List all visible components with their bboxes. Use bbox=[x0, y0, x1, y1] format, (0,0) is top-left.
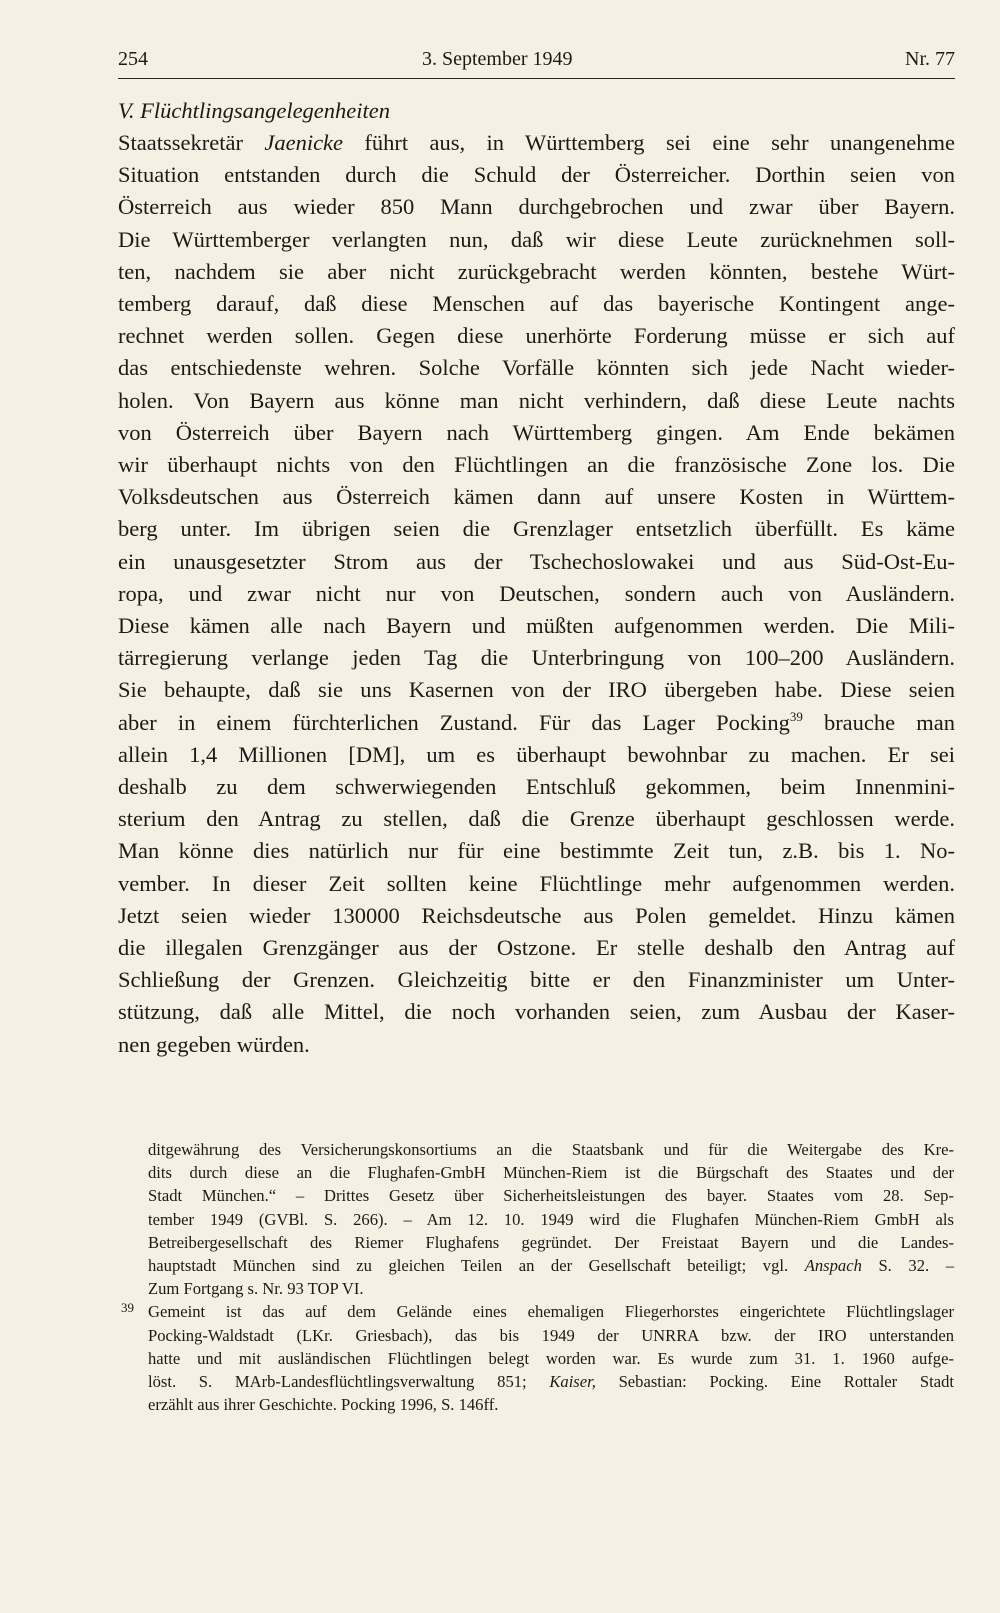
footnote-line: Zum Fortgang s. Nr. 93 TOP VI. bbox=[148, 1279, 364, 1299]
text-fragment: führt aus, in Württemberg sei eine sehr unangenehme bbox=[343, 130, 955, 155]
footnote-line: tember 1949 (GVBl. S. 266). – Am 12. 10. 1949 wird die Flughafen München-Riem GmbH als bbox=[148, 1209, 954, 1229]
text-fragment: löst. S. MArb-Landesflüchtlingsverwaltung 851; bbox=[148, 1372, 550, 1392]
person-name: Jaenicke bbox=[264, 130, 344, 155]
footnote-line: Stadt München.“ – Drittes Gesetz über Sicherheitsleistungen des bayer. Staates vom 28. Sep- bbox=[148, 1186, 954, 1206]
main-text bbox=[118, 127, 955, 1061]
text-line: holen. Von Bayern aus könne man nicht verhindern, daß diese Leute nachts bbox=[118, 387, 955, 413]
text-line: Sie behaupte, daß sie uns Kasernen von der IRO übergeben habe. Diese seien bbox=[118, 677, 955, 703]
footnote-line: erzählt aus ihrer Geschichte. Pocking 1996, S. 146ff. bbox=[148, 1395, 499, 1415]
footnote-line: ditgewährung des Versicherungskonsortiums an die Staatsbank und für die Weitergabe des Kre- bbox=[148, 1140, 954, 1159]
text-fragment: S. 32. – bbox=[861, 1256, 954, 1276]
header-date: 3. September 1949 bbox=[422, 48, 573, 70]
footnote-line: dits durch diese an die Flughafen-GmbH München-Riem ist die Bürgschaft des Staates und der bbox=[148, 1163, 954, 1183]
text-fragment: aber in einem fürchterlichen Zustand. Für das Lager Pocking bbox=[118, 709, 790, 735]
text-line: allein 1,4 Millionen [DM], um es überhaupt bewohnbar zu machen. Er sei bbox=[118, 741, 955, 767]
text-line: Österreich aus wieder 850 Mann durchgebrochen und zwar über Bayern. bbox=[118, 194, 955, 220]
section-heading: V. Flüchtlingsangelegenheiten bbox=[118, 98, 391, 123]
text-line: rechnet werden sollen. Gegen diese unerhörte Forderung müsse er sich auf bbox=[118, 323, 955, 349]
footnote-line bbox=[148, 1254, 954, 1277]
text-line: vember. In dieser Zeit sollten keine Flüchtlinge mehr aufgenommen werden. bbox=[118, 870, 955, 896]
text-fragment: brauche man bbox=[802, 709, 955, 735]
text-line bbox=[118, 127, 955, 159]
text-line: sterium den Antrag zu stellen, daß die Grenze überhaupt geschlossen werde. bbox=[118, 806, 955, 832]
footnote-line: Pocking-Waldstadt (LKr. Griesbach), das bis 1949 der UNRRA bzw. der IRO unterstanden bbox=[148, 1325, 954, 1345]
text-fragment: Sebastian: Pocking. Eine Rottaler Stadt bbox=[595, 1372, 954, 1392]
text-line: berg unter. Im übrigen seien die Grenzlager entsetzlich überfüllt. Es käme bbox=[118, 516, 955, 542]
running-header bbox=[118, 44, 955, 79]
text-line: Die Württemberger verlangten nun, daß wir diese Leute zurücknehmen soll- bbox=[118, 226, 955, 252]
text-line: Situation entstanden durch die Schuld der Österreicher. Dorthin seien von bbox=[118, 162, 955, 188]
text-line: ropa, und zwar nicht nur von Deutschen, sondern auch von Ausländern. bbox=[118, 580, 955, 606]
footnote-line bbox=[148, 1370, 954, 1393]
text-line: ten, nachdem sie aber nicht zurückgebracht werden könnten, bestehe Würt- bbox=[118, 258, 955, 284]
text-line: tärregierung verlange jeden Tag die Unterbringung von 100–200 Ausländern. bbox=[118, 645, 955, 671]
footnote-continuation bbox=[148, 1138, 954, 1300]
text-line: nen gegeben würden. bbox=[118, 1031, 310, 1057]
text-line: temberg darauf, daß diese Menschen auf das bayerische Kontingent ange- bbox=[118, 291, 955, 317]
document-number: Nr. 77 bbox=[905, 48, 955, 70]
page-number: 254 bbox=[118, 48, 148, 70]
text-line: Man könne dies natürlich nur für eine bestimmte Zeit tun, z.B. bis 1. No- bbox=[118, 838, 955, 864]
text-line: deshalb zu dem schwerwiegenden Entschluß gekommen, beim Innenmini- bbox=[118, 774, 955, 800]
text-fragment: hauptstadt München sind zu gleichen Teilen an der Gesellschaft beteiligt; vgl. bbox=[148, 1256, 805, 1276]
text-line: Volksdeutschen aus Österreich kämen dann auf unsere Kosten in Württem- bbox=[118, 484, 955, 510]
text-line: ein unausgesetzter Strom aus der Tschechoslowakei und aus Süd-Ost-Eu- bbox=[118, 548, 955, 574]
text-line: wir überhaupt nichts von den Flüchtlingen an die französische Zone los. Die bbox=[118, 452, 955, 478]
footnote-marker: 39 bbox=[121, 1300, 134, 1316]
text-line: von Österreich über Bayern nach Württemberg gingen. Am Ende bekämen bbox=[118, 419, 955, 445]
text-line: das entschiedenste wehren. Solche Vorfälle könnten sich jede Nacht wieder- bbox=[118, 355, 955, 381]
author-name: Anspach bbox=[804, 1256, 862, 1276]
text-line: stützung, daß alle Mittel, die noch vorhanden seien, zum Ausbau der Kaser- bbox=[118, 999, 955, 1025]
footnote-line: Betreibergesellschaft des Riemer Flughafens gegründet. Der Freistaat Bayern und die Landes- bbox=[148, 1232, 954, 1252]
text-line: Diese kämen alle nach Bayern und müßten aufgenommen werden. Die Mili- bbox=[118, 613, 955, 639]
footnote-39 bbox=[121, 1300, 954, 1416]
footnote-reference[interactable]: 39 bbox=[789, 708, 803, 724]
text-line: Jetzt seien wieder 130000 Reichsdeutsche aus Polen gemeldet. Hinzu kämen bbox=[118, 902, 955, 928]
footnotes bbox=[121, 1138, 954, 1416]
text-fragment: Staatssekretär bbox=[118, 130, 265, 155]
text-line: Schließung der Grenzen. Gleichzeitig bitte er den Finanzminister um Unter- bbox=[118, 967, 955, 993]
footnote-line: hatte und mit ausländischen Flüchtlingen belegt worden war. Es wurde zum 31. 1. 1960 aufge- bbox=[148, 1348, 954, 1368]
page bbox=[118, 44, 955, 1061]
author-name: Kaiser, bbox=[549, 1372, 596, 1392]
footnote-line: Gemeint ist das auf dem Gelände eines ehemaligen Fliegerhorstes eingerichtete Flüchtlingslager bbox=[148, 1302, 954, 1322]
text-line: die illegalen Grenzgänger aus der Ostzone. Er stelle deshalb den Antrag auf bbox=[118, 935, 955, 961]
text-line bbox=[118, 707, 955, 739]
